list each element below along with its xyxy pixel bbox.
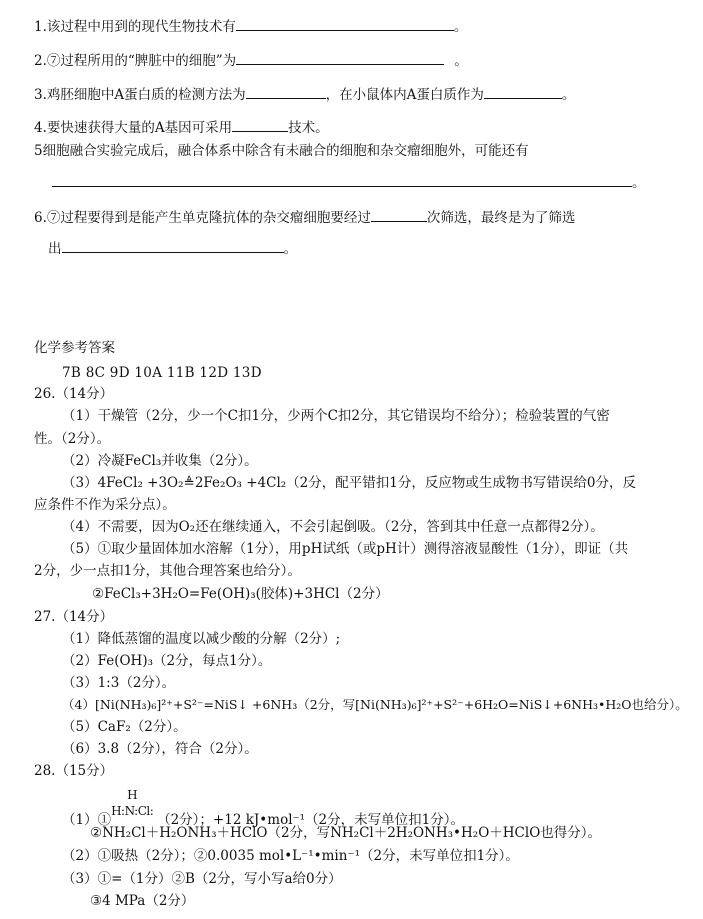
- q28-answer-1-prefix: （1）①: [62, 812, 112, 828]
- question-4-end: 技术。: [288, 120, 329, 136]
- lewis-top-h: H: [127, 788, 138, 802]
- q26-answer-3: （3）4FeCl₂ +3O₂≜2Fe₂O₃ +4Cl₂（2分，配平错扣1分，反应物或生成物书写错误给0分，反: [62, 475, 636, 491]
- q28-answer-2: （2）①吸热（2分）；②0.0035 mol•L⁻¹•min⁻¹（2分，未写单位扣1分）。: [62, 848, 519, 864]
- question-5: [34, 142, 529, 160]
- q27-answer-6: （6）3.8（2分），符合（2分）。: [62, 741, 258, 757]
- question-1: [34, 16, 467, 36]
- question-1-end: 。: [453, 19, 468, 35]
- q28-answer-3: （3）①=（1分）②B（2分，写小写a给0分）: [62, 871, 342, 887]
- question-3-text: 3.鸡胚细胞中A蛋白质的检测方法为: [34, 87, 246, 103]
- answer-blank-4[interactable]: [232, 117, 288, 132]
- question-3-end: 。: [561, 87, 576, 103]
- q26-answer-2: （2）冷凝FeCl₃并收集（2分）。: [62, 453, 258, 469]
- answer-blank-3a[interactable]: [246, 84, 326, 99]
- q27-answer-1: （1）降低蒸馏的温度以减少酸的分解（2分）;: [62, 631, 341, 647]
- answer-blank-6b[interactable]: [62, 238, 284, 253]
- question-6-cont: 出: [48, 241, 62, 257]
- question-2-end: 。: [454, 53, 468, 69]
- q28-answer-4: ③4 MPa（2分）: [90, 893, 195, 909]
- question-6: [34, 207, 575, 227]
- q27-answer-5: （5）CaF₂（2分）。: [62, 719, 187, 735]
- question-6-text: 6.⑦过程要得到是能产生单克隆抗体的杂交瘤细胞要经过: [34, 210, 371, 226]
- answer-blank-6a[interactable]: [371, 207, 427, 222]
- q26-heading: 26.（14分）: [34, 386, 114, 402]
- q26-answer-6: ②FeCl₃+3H₂O=Fe(OH)₃(胶体)+3HCl（2分）: [92, 586, 389, 602]
- question-5-end: 。: [632, 175, 646, 191]
- q28-answer-1-rest: （2分）；+12 kJ•mol⁻¹（2分，未写单位扣1分）。: [157, 812, 464, 828]
- q27-heading: 27.（14分）: [34, 609, 114, 625]
- question-6-mid: 次筛选，最终是为了筛选: [426, 210, 576, 226]
- question-3: [34, 84, 575, 104]
- q27-answer-2: （2）Fe(OH)₃（2分，每点1分）。: [62, 653, 272, 669]
- q28-heading: 28.（15分）: [34, 763, 114, 779]
- q27-answer-3: （3）1:3（2分）。: [62, 675, 176, 691]
- answer-blank-3b[interactable]: [484, 84, 562, 99]
- q26-answer-1-cont: 性。（2分）。: [34, 431, 111, 447]
- answer-blank-2[interactable]: [236, 50, 444, 65]
- lewis-main-row: H:N:Cl:: [111, 804, 154, 818]
- q26-answer-4: （4）不需要，因为O₂还在继续通入，不会引起倒吸。（2分，答到其中任意一点都得2分）。: [62, 519, 604, 535]
- choice-answers: 7B 8C 9D 10A 11B 12D 13D: [62, 365, 262, 381]
- question-3-mid: ，在小鼠体内A蛋白质作为: [325, 87, 484, 103]
- question-2-text: 2.⑦过程所用的“脾脏中的细胞”为: [34, 53, 237, 69]
- answer-blank-1[interactable]: [236, 16, 454, 31]
- question-2: [34, 50, 468, 70]
- question-6-continued: [48, 238, 297, 258]
- question-4: [34, 117, 329, 137]
- question-1-text: 1.该过程中用到的现代生物技术有: [34, 19, 236, 35]
- question-4-text: 4.要快速获得大量的A基因可采用: [34, 120, 233, 136]
- question-5-text: 5细胞融合实验完成后，融合体系中除含有未融合的细胞和杂交瘤细胞外，可能还有: [34, 143, 529, 159]
- q28-answer-1b: ②NH₂Cl＋H₂ONH₃＋HClO（2分，写NH₂Cl＋2H₂ONH₃•H₂O＋HClO也得分）。: [90, 825, 602, 841]
- q26-answer-5: （5）①取少量固体加水溶解（1分），用pH试纸（或pH计）测得溶液显酸性（1分），即证（共: [62, 541, 629, 557]
- q27-answer-4: （4）[Ni(NH₃)₆]²⁺+S²⁻=NiS↓ +6NH₃（2分，写[Ni(NH₃)₆]²⁺+S²⁻+6H₂O=NiS↓+6NH₃•H₂O也给分）。: [62, 697, 688, 712]
- answers-title: 化学参考答案: [34, 340, 115, 356]
- q26-answer-1: （1）干燥管（2分，少一个C扣1分，少两个C扣2分，其它错误均不给分）；检验装置的气密: [62, 408, 610, 424]
- answer-blank-5[interactable]: [52, 172, 632, 187]
- q26-answer-3-cont: 应条件不作为采分点）。: [34, 497, 176, 513]
- question-6-end: 。: [283, 241, 297, 257]
- q26-answer-5-cont: 2分，少一点扣1分，其他合理答案也给分）。: [34, 563, 301, 579]
- question-5-answer-line: [52, 172, 646, 192]
